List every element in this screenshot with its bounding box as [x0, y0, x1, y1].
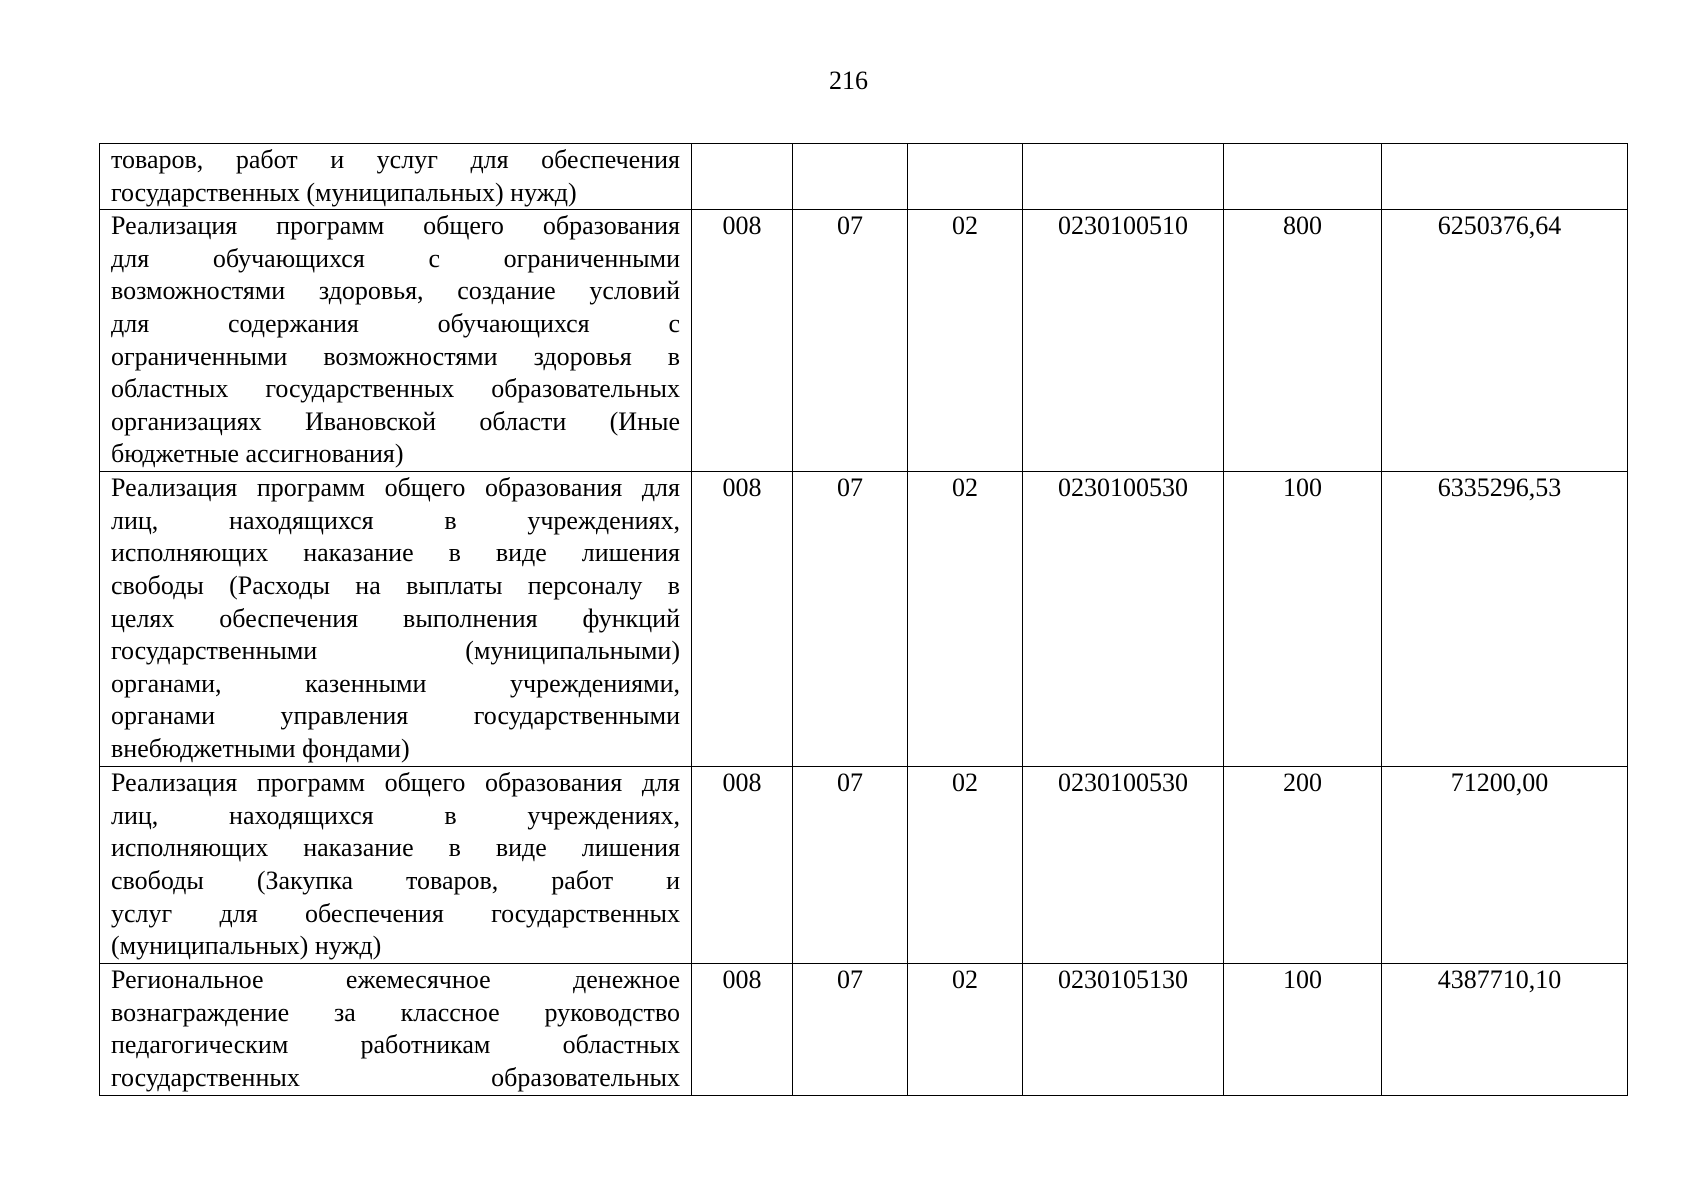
target-article-code: 0230100530	[1023, 767, 1224, 964]
description-line: педагогическим работникам областных	[111, 1030, 680, 1060]
expense-description	[100, 767, 692, 964]
subsection-code: 02	[908, 472, 1023, 767]
description-line: свободы (Закупка товаров, работ и	[111, 865, 680, 895]
section-code: 07	[793, 210, 908, 472]
table-row	[100, 767, 1628, 964]
budget-table	[99, 143, 1628, 1096]
subsection-code	[908, 144, 1023, 210]
amount-value	[1382, 144, 1628, 210]
page-number: 216	[829, 66, 868, 95]
description-line: исполняющих наказание в виде лишения	[111, 538, 680, 568]
description-line: для обучающихся с ограниченными	[111, 243, 680, 273]
section-code: 07	[793, 767, 908, 964]
table-row	[100, 210, 1628, 472]
ministry-code: 008	[692, 767, 793, 964]
ministry-code: 008	[692, 964, 793, 1095]
subsection-code: 02	[908, 210, 1023, 472]
description-line: Реализация программ общего образования для	[111, 473, 680, 503]
amount-value: 6250376,64	[1382, 210, 1628, 472]
description-line: возможностями здоровья, создание условий	[111, 276, 680, 306]
expense-type-code: 100	[1224, 964, 1382, 1095]
subsection-code: 02	[908, 767, 1023, 964]
description-line: Реализация программ общего образования для	[111, 768, 680, 798]
table-row	[100, 144, 1628, 210]
description-line: свободы (Расходы на выплаты персоналу в	[111, 570, 680, 600]
target-article-code: 0230105130	[1023, 964, 1224, 1095]
description-line: вознаграждение за классное руководство	[111, 997, 680, 1027]
expense-description	[100, 964, 692, 1095]
ministry-code	[692, 144, 793, 210]
description-line: внебюджетными фондами)	[111, 733, 410, 763]
description-line: областных государственных образовательных	[111, 374, 680, 404]
section-code	[793, 144, 908, 210]
description-line: ограниченными возможностями здоровья в	[111, 341, 680, 371]
description-line: органами, казенными учреждениями,	[111, 668, 680, 698]
description-line: лиц, находящихся в учреждениях,	[111, 505, 680, 535]
target-article-code: 0230100530	[1023, 472, 1224, 767]
expense-type-code	[1224, 144, 1382, 210]
description-line: (муниципальных) нужд)	[111, 931, 382, 961]
expense-description	[100, 210, 692, 472]
description-line: государственных (муниципальных) нужд)	[111, 177, 577, 207]
description-line: услуг для обеспечения государственных	[111, 898, 680, 928]
description-line: государственными (муниципальными)	[111, 636, 680, 666]
description-line: организациях Ивановской области (Иные	[111, 406, 680, 436]
subsection-code: 02	[908, 964, 1023, 1095]
target-article-code: 0230100510	[1023, 210, 1224, 472]
description-line: лиц, находящихся в учреждениях,	[111, 800, 680, 830]
description-line: государственных образовательных	[111, 1062, 680, 1092]
expense-type-code: 100	[1224, 472, 1382, 767]
table-row	[100, 472, 1628, 767]
amount-value: 4387710,10	[1382, 964, 1628, 1095]
expense-description	[100, 472, 692, 767]
expense-description	[100, 144, 692, 210]
expense-type-code: 200	[1224, 767, 1382, 964]
description-line: для содержания обучающихся с	[111, 308, 680, 338]
amount-value: 6335296,53	[1382, 472, 1628, 767]
expense-type-code: 800	[1224, 210, 1382, 472]
target-article-code	[1023, 144, 1224, 210]
description-line: исполняющих наказание в виде лишения	[111, 833, 680, 863]
description-line: целях обеспечения выполнения функций	[111, 603, 680, 633]
description-line: бюджетные ассигнования)	[111, 439, 404, 469]
description-line: органами управления государственными	[111, 701, 680, 731]
section-code: 07	[793, 964, 908, 1095]
ministry-code: 008	[692, 472, 793, 767]
description-line: Реализация программ общего образования	[111, 211, 680, 241]
description-line: товаров, работ и услуг для обеспечения	[111, 145, 680, 174]
section-code: 07	[793, 472, 908, 767]
ministry-code: 008	[692, 210, 793, 472]
description-line: Региональное ежемесячное денежное	[111, 965, 680, 995]
table-row	[100, 964, 1628, 1095]
amount-value: 71200,00	[1382, 767, 1628, 964]
